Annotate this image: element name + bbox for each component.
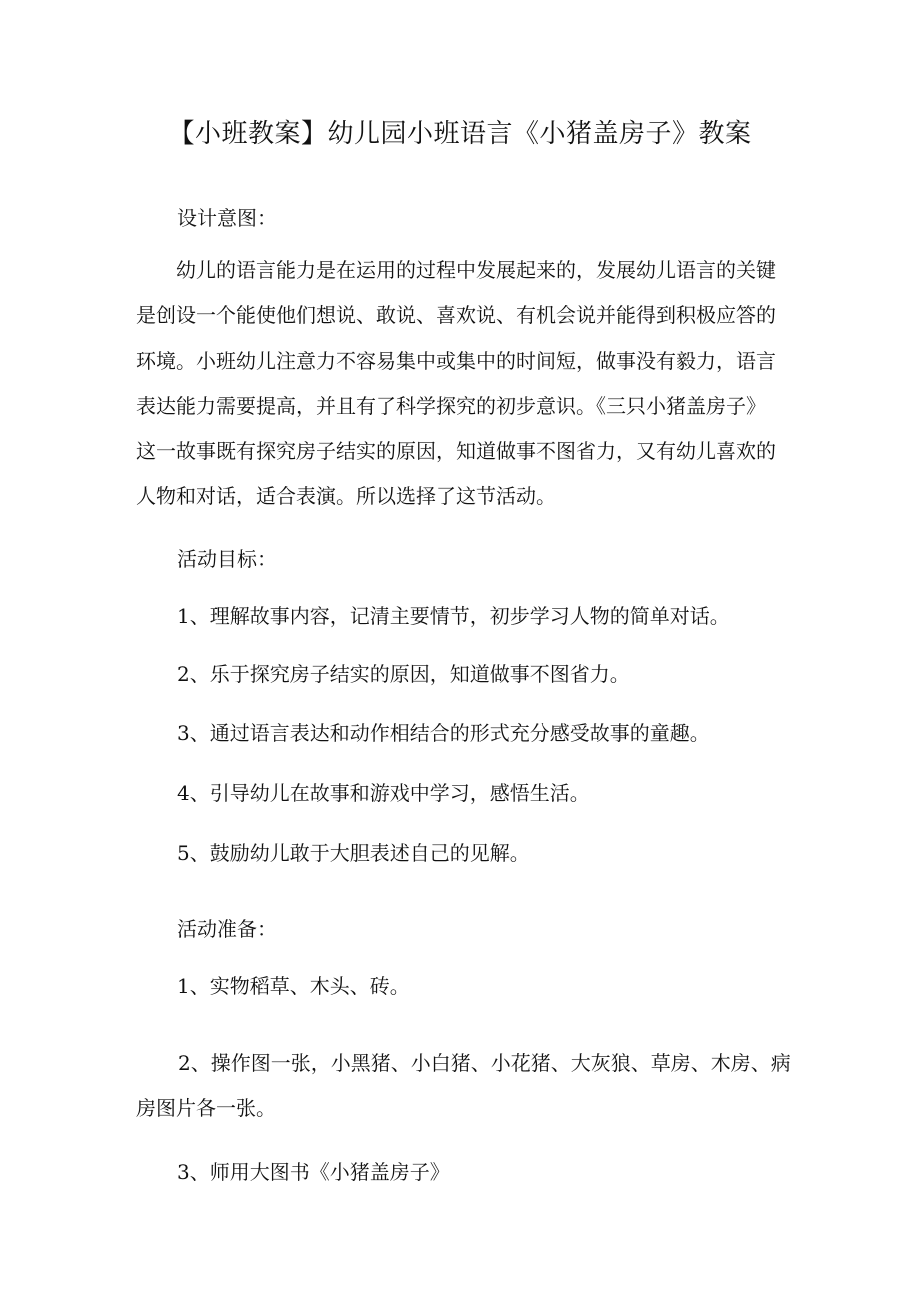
goals-heading: 活动目标： bbox=[177, 547, 277, 571]
paragraph-line: 这一故事既有探究房子结实的原因，知道做事不图省力，又有幼儿喜欢的 bbox=[136, 439, 776, 464]
paragraph-line: 房图片各一张。 bbox=[136, 1096, 276, 1121]
goal-item: 5、鼓励幼儿敢于大胆表述自己的见解。 bbox=[177, 841, 530, 865]
document-title: 【小班教案】幼儿园小班语言《小猪盖房子》教案 bbox=[168, 119, 752, 149]
paragraph-line: 2、操作图一张，小黑猪、小白猪、小花猪、大灰狼、草房、木房、病 bbox=[178, 1051, 791, 1075]
goal-item: 2、乐于探究房子结实的原因，知道做事不图省力。 bbox=[177, 662, 630, 686]
preparation-item: 1、实物稻草、木头、砖。 bbox=[177, 974, 410, 998]
paragraph-line: 表达能力需要提高，并且有了科学探究的初步意识。《三只小猪盖房子》 bbox=[136, 393, 766, 418]
goal-item: 3、通过语言表达和动作相结合的形式充分感受故事的童趣。 bbox=[177, 721, 710, 745]
paragraph-line: 幼儿的语言能力是在运用的过程中发展起来的，发展幼儿语言的关键 bbox=[176, 258, 776, 282]
design-intent-paragraph bbox=[136, 256, 788, 528]
preparation-heading: 活动准备： bbox=[177, 917, 277, 941]
preparation-item: 3、师用大图书《小猪盖房子》 bbox=[177, 1160, 450, 1184]
preparation-item-2 bbox=[136, 1049, 791, 1140]
paragraph-line: 是创设一个能使他们想说、敢说、喜欢说、有机会说并能得到积极应答的 bbox=[136, 303, 776, 328]
paragraph-line: 环境。小班幼儿注意力不容易集中或集中的时间短，做事没有毅力，语言 bbox=[136, 348, 776, 373]
design-intent-heading: 设计意图： bbox=[177, 206, 277, 230]
paragraph-line: 人物和对话，适合表演。所以选择了这节活动。 bbox=[136, 484, 556, 509]
goal-item: 4、引导幼儿在故事和游戏中学习，感悟生活。 bbox=[177, 781, 590, 805]
goal-item: 1、理解故事内容，记清主要情节，初步学习人物的简单对话。 bbox=[177, 604, 730, 628]
